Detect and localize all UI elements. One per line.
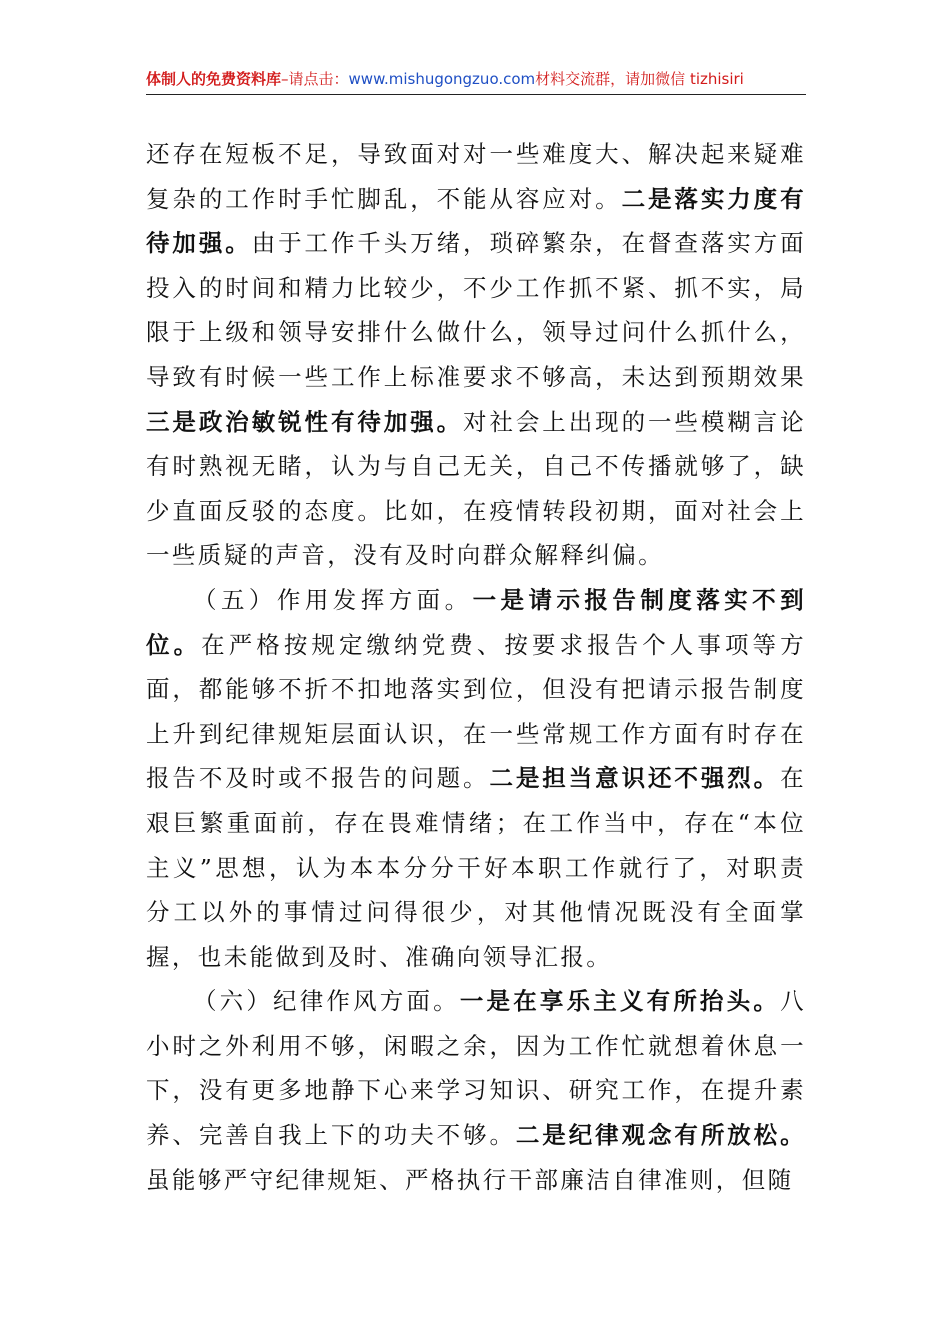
paragraph-1-bold-2: 三是政治敏锐性有待加强。: [146, 407, 464, 436]
paragraph-1-text-3: 对社会上出现的一些模糊言论有时熟视无睹，认为与自己无关，自己不传播就够了，缺少直面反驳的态度。比如，在疫情转段初期，面对社会上一些质疑的声音，没有及时向群众解释纠偏。: [146, 407, 806, 570]
paragraph-2: [146, 578, 806, 979]
paragraph-1: [146, 132, 806, 578]
header-url-link[interactable]: www.mishugongzuo.com: [348, 70, 536, 88]
header-prefix: –请点击：: [281, 70, 349, 88]
document-body: [146, 132, 806, 1202]
paragraph-3-bold-1: 一是在享乐主义有所抬头。: [459, 987, 781, 1016]
paragraph-3: [146, 979, 806, 1202]
paragraph-2-text-2: 在严格按规定缴纳党费、按要求报告个人事项等方面，都能够不折不扣地落实到位，但没有把请示报告制度上升到纪律规矩层面认识，在一些常规工作方面有时存在报告不及时或不报告的问题。: [146, 630, 806, 793]
paragraph-1-bold-1: 二是落实力度有待加强。: [146, 184, 806, 258]
paragraph-2-text-3: 在艰巨繁重面前，存在畏难情绪；在工作当中，存在“本位主义”思想，认为本本分分干好本职工作就行了，对职责分工以外的事情过问得很少，对其他情况既没有全面掌握，也未能做到及时、准确向领导汇报。: [146, 764, 806, 971]
paragraph-3-text-1: （六）纪律作风方面。: [193, 987, 460, 1016]
paragraph-2-bold-2: 二是担当意识还不强烈。: [489, 764, 781, 793]
paragraph-1-text-1: 还存在短板不足，导致面对对一些难度大、解决起来疑难复杂的工作时手忙脚乱，不能从容应对。: [146, 140, 806, 213]
paragraph-1-text-2: 由于工作千头万绪，琐碎繁杂，在督查落实方面投入的时间和精力比较少，不少工作抓不紧、抓不实，局限于上级和领导安排什么做什么，领导过问什么抓什么，导致有时候一些工作上标准要求不够高，未达到预期效果: [146, 229, 806, 391]
paragraph-3-text-3: 虽能够严守纪律规矩、严格执行干部廉洁自律准则，但随: [146, 1165, 794, 1194]
header-brand: 体制人的免费资料库: [146, 70, 282, 88]
paragraph-3-bold-2: 二是纪律观念有所放松。: [515, 1121, 806, 1150]
page-header: [146, 64, 806, 95]
header-suffix: 材料交流群，请加微信 tizhisiri: [535, 70, 744, 88]
paragraph-2-text-1: （五）作用发挥方面。: [193, 585, 473, 614]
paragraph-2-bold-1: 一是请示报告制度落实不到位。: [146, 585, 806, 659]
paragraph-3-text-2: 八小时之外利用不够，闲暇之余，因为工作忙就想着休息一下，没有更多地静下心来学习知识、研究工作，在提升素养、完善自我上下的功夫不够。: [146, 987, 806, 1150]
